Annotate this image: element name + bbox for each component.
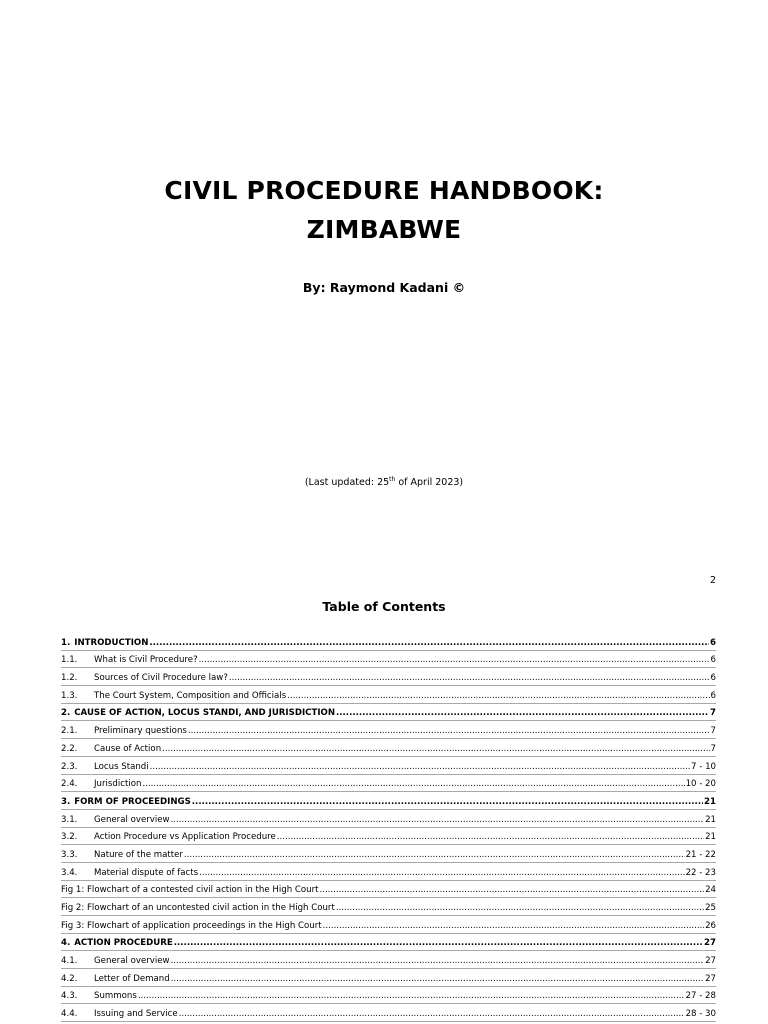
toc-entry[interactable] [61,775,716,793]
toc-entry[interactable] [61,916,716,934]
toc-dot-leader [174,938,703,948]
toc-dot-leader [277,832,704,842]
toc-entry-title: Action Procedure vs Application Procedure [94,832,276,843]
toc-dot-leader [199,655,710,665]
toc-dot-leader [199,868,684,878]
toc-entry[interactable] [61,757,716,775]
toc-entry-page: 27 [705,956,716,967]
toc-entry[interactable] [61,845,716,863]
toc-entry-number: 2. [61,708,71,719]
page-number: 2 [709,575,716,586]
toc-entry[interactable] [61,828,716,846]
toc-entry-title: Fig 2: Flowchart of an uncontested civil action in the High Court [61,903,335,913]
toc-entry-title: Sources of Civil Procedure law? [94,673,228,684]
author-line: By: Raymond Kadani © [302,280,466,295]
toc-entry[interactable] [61,863,716,881]
toc-dot-leader [336,708,709,718]
toc-entry-page: 27 - 28 [685,991,716,1002]
toc-entry-page: 21 [704,796,716,807]
toc-entry-title: INTRODUCTION [74,637,149,648]
toc-dot-leader [287,691,709,701]
toc-entry-page: 7 [710,743,716,754]
toc-entry-page: 27 [704,938,716,949]
toc-dot-leader [192,797,703,807]
toc-entry-page: 10 - 20 [685,779,716,790]
toc-dot-leader [323,921,704,931]
toc-entry-title: Letter of Demand [94,973,170,984]
toc-entry-page: 21 - 22 [685,849,716,860]
table-of-contents [61,633,716,1022]
toc-entry-number: 3.1. [61,814,78,825]
toc-entry-number: 3. [61,796,71,807]
document-title-line-1: CIVIL PROCEDURE HANDBOOK: [164,176,604,205]
document-title-line-2: ZIMBABWE [306,215,462,244]
toc-entry[interactable] [61,633,716,651]
toc-entry-page: 21 [705,832,716,843]
toc-entry-page: 26 [705,920,716,931]
toc-entry-number: 1.1. [61,655,78,666]
toc-entry[interactable] [61,721,716,739]
toc-entry-page: 22 - 23 [685,867,716,878]
toc-entry-number: 4.1. [61,956,78,967]
toc-entry-title: Material dispute of facts [94,867,199,878]
toc-entry[interactable] [61,668,716,686]
toc-entry-number: 3.4. [61,867,78,878]
toc-dot-leader [319,885,704,895]
toc-entry[interactable] [61,881,716,899]
toc-heading: Table of Contents [322,599,446,614]
toc-entry-title: Issuing and Service [94,1009,178,1020]
toc-entry-page: 6 [710,637,716,648]
toc-entry-title: Cause of Action [94,743,162,754]
toc-entry-title: Locus Standi [94,761,149,772]
toc-entry-page: 21 [705,814,716,825]
toc-dot-leader [184,850,685,860]
toc-entry-number: 4.2. [61,973,78,984]
toc-entry-page: 7 [710,708,716,719]
toc-entry[interactable] [61,686,716,704]
toc-entry-number: 2.3. [61,761,78,772]
toc-entry-number: 2.4. [61,779,78,790]
toc-entry-number: 4.3. [61,991,78,1002]
toc-entry-number: 4.4. [61,1009,78,1020]
toc-entry-number: 4. [61,938,71,949]
toc-entry[interactable] [61,898,716,916]
toc-dot-leader [229,673,710,683]
toc-entry-number: 3.2. [61,832,78,843]
toc-entry-title: Fig 1: Flowchart of a contested civil action in the High Court [61,885,319,896]
toc-entry-page: 6 [710,690,716,701]
toc-dot-leader [188,726,710,736]
toc-dot-leader [138,991,685,1001]
last-updated-rest: of April 2023) [395,477,464,489]
toc-entry-number: 2.2. [61,743,78,754]
toc-entry[interactable] [61,1004,716,1022]
toc-entry-title: The Court System, Composition and Officials [94,690,287,701]
toc-entry-page: 7 - 10 [691,761,716,772]
toc-dot-leader [171,974,704,984]
toc-dot-leader [149,638,709,648]
toc-entry-title: Jurisdiction [94,779,142,790]
toc-dot-leader [162,744,709,754]
toc-dot-leader [142,779,684,789]
toc-entry-page: 27 [705,973,716,984]
toc-entry-title: What is Civil Procedure? [94,655,198,666]
toc-dot-leader [171,815,705,825]
toc-entry[interactable] [61,987,716,1005]
last-updated-ordinal: th [389,476,396,483]
last-updated-note [0,476,768,488]
toc-entry[interactable] [61,934,716,952]
toc-entry-title: General overview [94,814,170,825]
toc-entry[interactable] [61,739,716,757]
last-updated-prefix: (Last updated: 25 [304,477,390,489]
toc-entry-title: Nature of the matter [94,849,183,860]
toc-entry-page: 7 [710,726,716,737]
toc-entry-title: FORM OF PROCEEDINGS [74,796,191,807]
toc-entry-number: 1.3. [61,690,78,701]
toc-entry-number: 3.3. [61,849,78,860]
toc-entry-title: General overview [94,956,170,967]
toc-dot-leader [336,903,704,913]
toc-entry-title: ACTION PROCEDURE [74,938,173,949]
toc-entry[interactable] [61,792,716,810]
toc-entry[interactable] [61,810,716,828]
toc-entry[interactable] [61,969,716,987]
toc-entry-page: 6 [710,673,716,684]
toc-entry-title: Summons [94,991,137,1002]
toc-dot-leader [179,1009,685,1019]
toc-dot-leader [171,956,705,966]
toc-entry-title: Preliminary questions [94,726,187,737]
toc-entry-title: CAUSE OF ACTION, LOCUS STANDI, AND JURISDICTION [74,708,336,719]
toc-entry-page: 28 - 30 [685,1009,716,1020]
toc-dot-leader [150,762,690,772]
toc-entry-title: Fig 3: Flowchart of application proceedings in the High Court [61,920,322,931]
toc-entry[interactable] [61,651,716,669]
toc-entry-page: 25 [705,903,716,913]
toc-entry[interactable] [61,951,716,969]
toc-entry[interactable] [61,704,716,722]
toc-entry-number: 1. [61,637,71,648]
toc-entry-page: 6 [710,655,716,666]
toc-entry-page: 24 [705,885,716,896]
toc-entry-number: 1.2. [61,673,78,684]
toc-entry-number: 2.1. [61,726,78,737]
